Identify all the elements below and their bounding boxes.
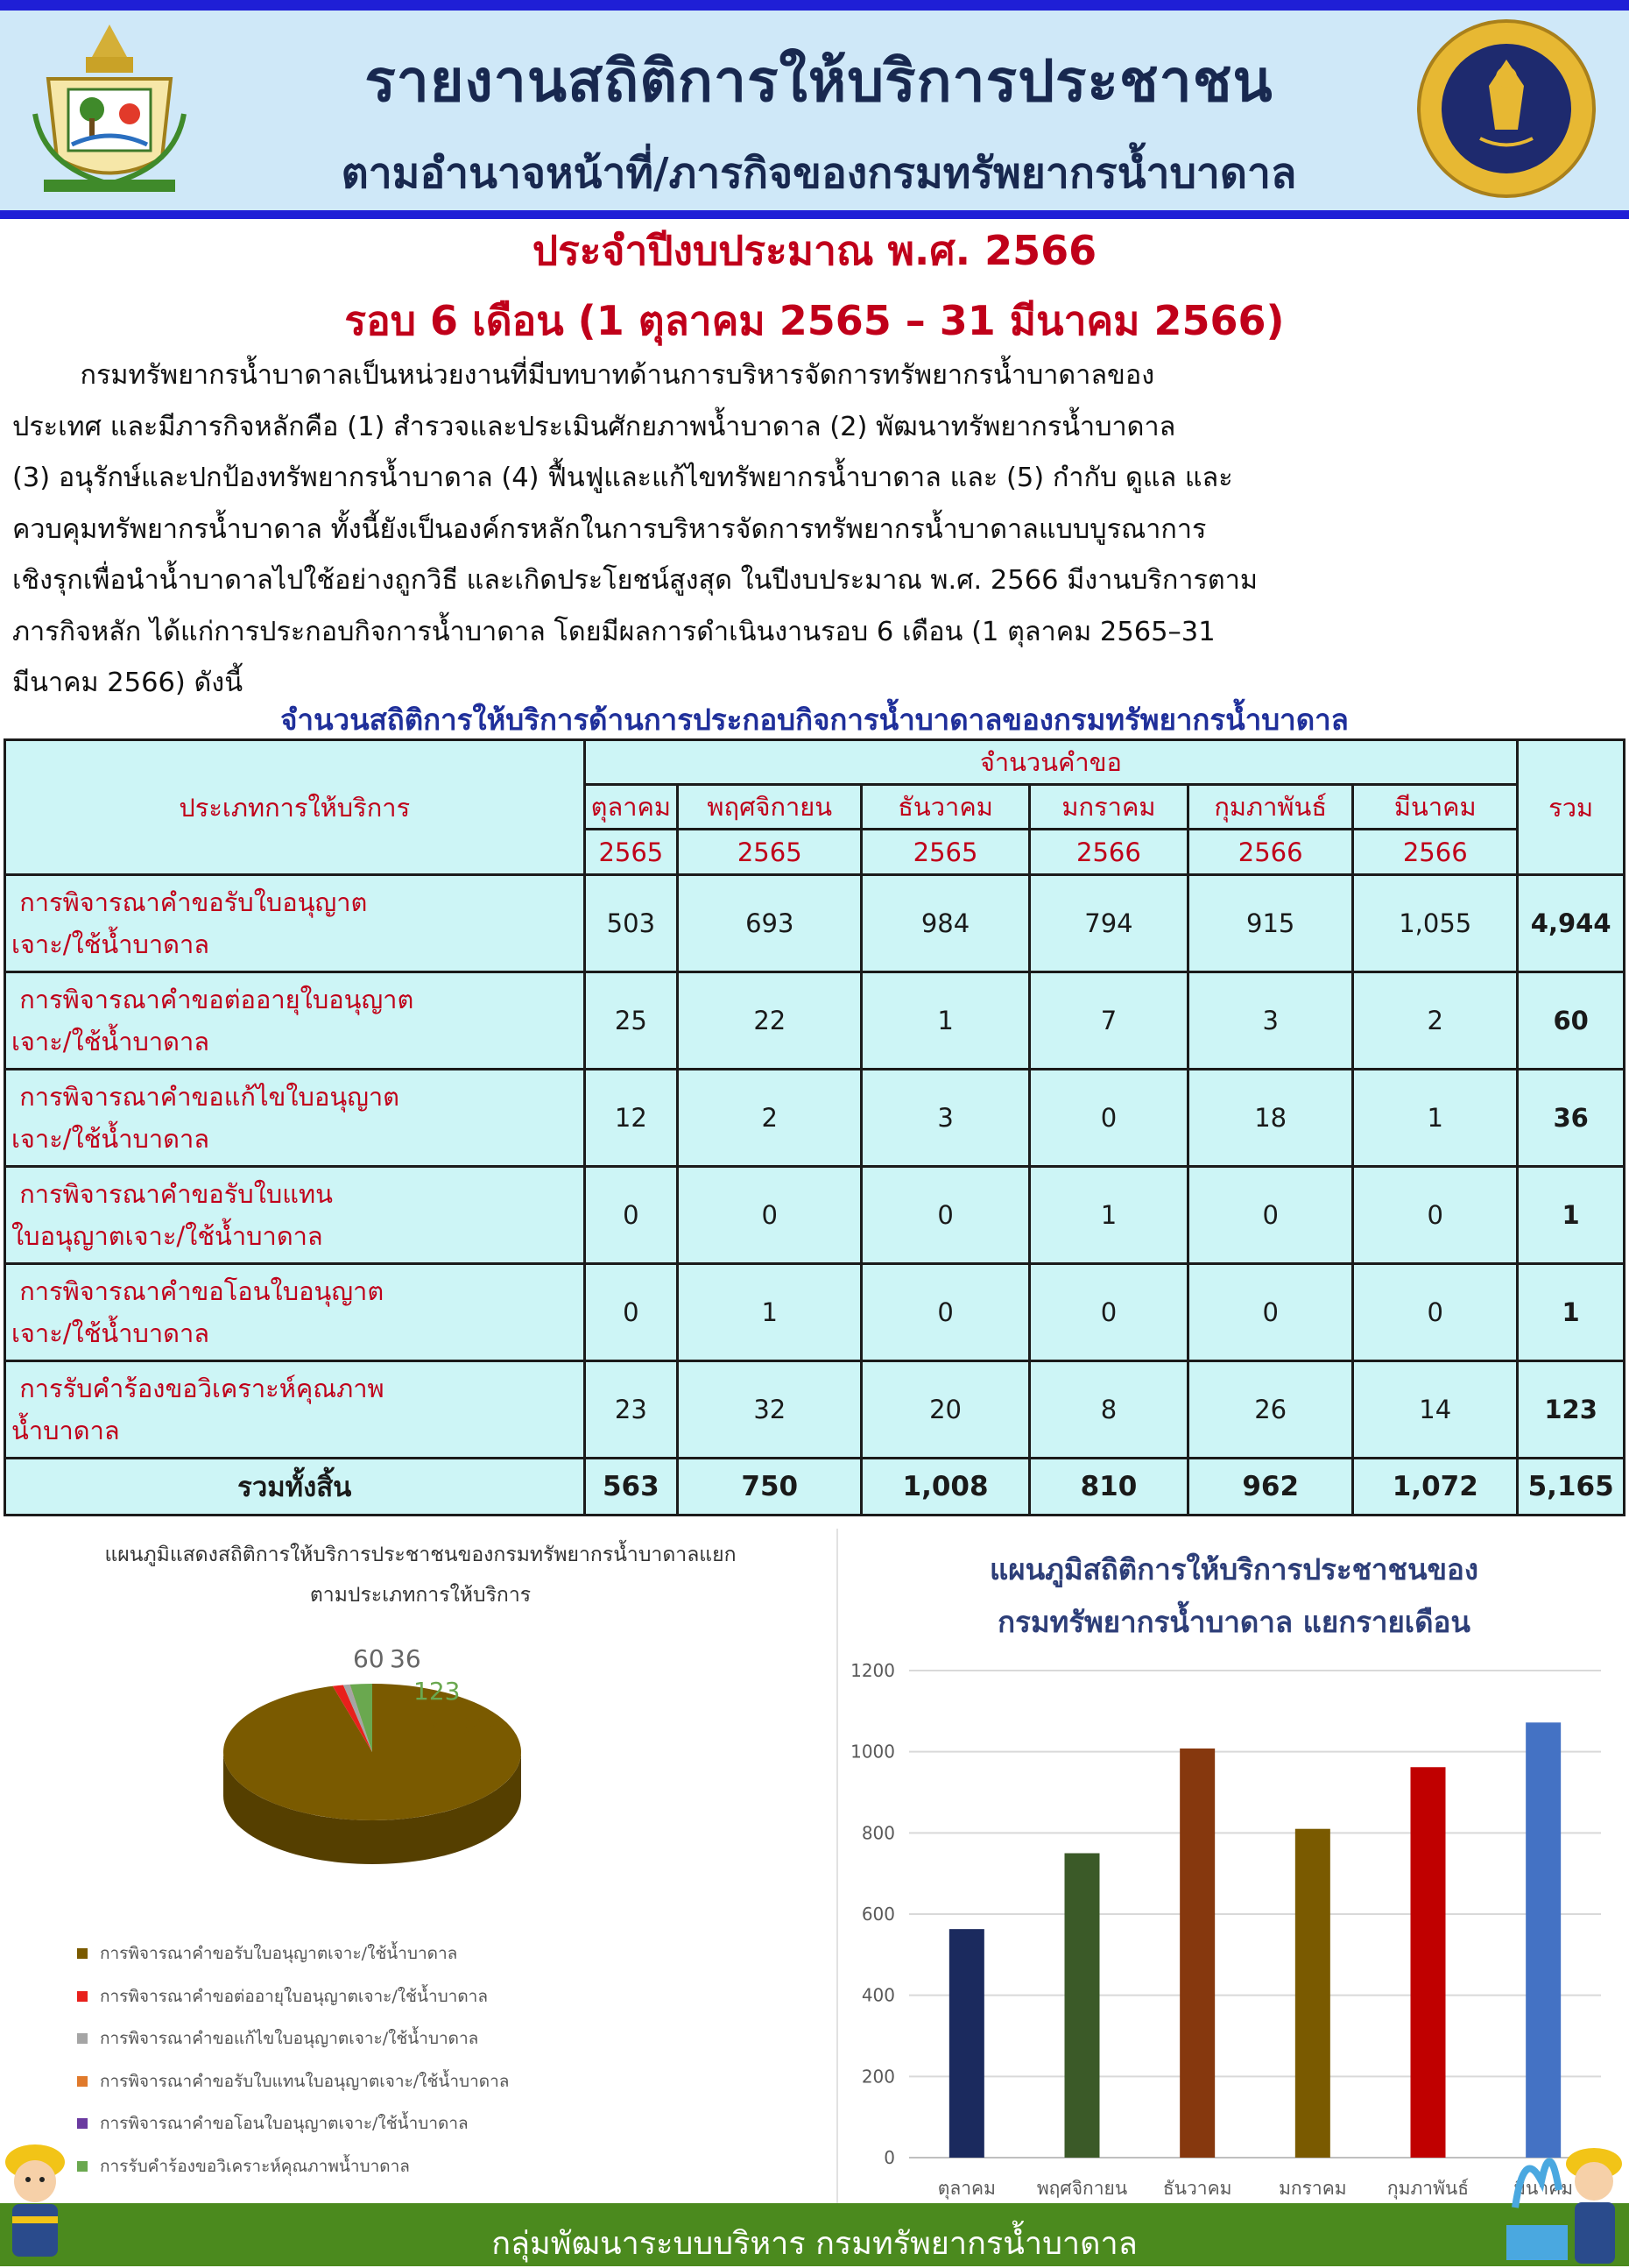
bar xyxy=(1065,1854,1100,2158)
pie-title-line: แผนภูมิแสดงสถิติการให้บริการประชาชนของกรมทรัพยากรน้ำบาดาลแยก xyxy=(104,1544,737,1566)
legend-swatch xyxy=(77,1991,88,2002)
value-cell: 18 xyxy=(1188,1070,1353,1167)
bar-chart-title xyxy=(839,1544,1629,1649)
value-cell: 7 xyxy=(1029,972,1188,1070)
legend-swatch xyxy=(77,2076,88,2087)
intro-line: กรมทรัพยากรน้ำบาดาลเป็นหน่วยงานที่มีบทบาทด้านการบริหารจัดการทรัพยากรน้ำบาดาลของ xyxy=(12,360,1155,391)
table-row xyxy=(5,1167,1625,1264)
service-name-line: การพิจารณาคำขอรับใบแทน xyxy=(11,1179,333,1209)
value-cell: 0 xyxy=(678,1167,862,1264)
value-cell: 22 xyxy=(678,972,862,1070)
legend-item xyxy=(77,1985,603,2028)
x-tick-label: มีนาคม xyxy=(1513,2178,1574,2199)
value-cell: 794 xyxy=(1029,875,1188,972)
legend-item xyxy=(77,2027,603,2070)
service-name-line: การพิจารณาคำขอรับใบอนุญาต xyxy=(11,887,368,917)
pie-data-label: 123 xyxy=(413,1677,461,1706)
statistics-table xyxy=(4,738,1625,1516)
sum-cell: 1,072 xyxy=(1353,1459,1518,1516)
intro-paragraph xyxy=(12,350,1617,710)
value-cell: 2 xyxy=(678,1070,862,1167)
service-name-line: เจาะ/ใช้น้ำบาดาล xyxy=(11,929,210,959)
worker-mascot-icon xyxy=(0,2137,70,2266)
intro-line: ควบคุมทรัพยากรน้ำบาดาล ทั้งนี้ยังเป็นองค์กรหลักในการบริหารจัดการทรัพยากรน้ำบาดาลแบบบูรณาการ xyxy=(12,513,1207,545)
pie-data-label: 36 xyxy=(390,1644,421,1673)
value-cell: 3 xyxy=(862,1070,1029,1167)
ministry-emblem-icon xyxy=(18,18,201,201)
header-service-type: ประเภทการให้บริการ xyxy=(5,740,585,875)
row-total-cell: 123 xyxy=(1518,1361,1625,1459)
legend-item xyxy=(77,2070,603,2113)
sum-total: 5,165 xyxy=(1518,1459,1625,1516)
year-header: 2565 xyxy=(584,830,678,875)
y-tick-label: 800 xyxy=(861,1822,895,1844)
page-title: รายงานสถิติการให้บริการประชาชน xyxy=(364,47,1273,115)
value-cell: 1,055 xyxy=(1353,875,1518,972)
pie-chart-title xyxy=(53,1535,788,1615)
value-cell: 693 xyxy=(678,875,862,972)
legend-label: การพิจารณาคำขอแก้ไขใบอนุญาตเจาะ/ใช้น้ำบาดาล xyxy=(100,2029,479,2048)
value-cell: 1 xyxy=(678,1264,862,1361)
row-total-cell: 4,944 xyxy=(1518,875,1625,972)
legend-label: การรับคำร้องขอวิเคราะห์คุณภาพน้ำบาดาล xyxy=(100,2156,410,2176)
bar xyxy=(1295,1829,1330,2158)
service-type-cell xyxy=(5,972,585,1070)
legend-label: การพิจารณาคำขอรับใบอนุญาตเจาะ/ใช้น้ำบาดาล xyxy=(100,1944,458,1963)
value-cell: 0 xyxy=(862,1264,1029,1361)
service-type-cell xyxy=(5,1264,585,1361)
value-cell: 32 xyxy=(678,1361,862,1459)
legend-item xyxy=(77,2112,603,2155)
value-cell: 0 xyxy=(1029,1070,1188,1167)
sum-cell: 750 xyxy=(678,1459,862,1516)
legend-label: การพิจารณาคำขอต่ออายุใบอนุญาตเจาะ/ใช้น้ำบาดาล xyxy=(100,1986,488,2006)
year-header: 2566 xyxy=(1353,830,1518,875)
sum-cell: 962 xyxy=(1188,1459,1353,1516)
legend-swatch xyxy=(77,2118,88,2129)
bar-title-line: แผนภูมิสถิติการให้บริการประชาชนของ xyxy=(989,1552,1478,1586)
value-cell: 0 xyxy=(1353,1264,1518,1361)
service-type-cell xyxy=(5,875,585,972)
header-request-count: จำนวนคำขอ xyxy=(584,740,1518,785)
intro-line: มีนาคม 2566) ดังนี้ xyxy=(12,668,243,698)
table-row xyxy=(5,1361,1625,1459)
service-name-line: เจาะ/ใช้น้ำบาดาล xyxy=(11,1318,210,1348)
month-header: กุมภาพันธ์ xyxy=(1188,785,1353,830)
legend-item xyxy=(77,1942,603,1985)
bar xyxy=(1411,1767,1446,2158)
value-cell: 8 xyxy=(1029,1361,1188,1459)
value-cell: 915 xyxy=(1188,875,1353,972)
pie-chart xyxy=(0,1638,836,1927)
value-cell: 26 xyxy=(1188,1361,1353,1459)
page-subtitle: ตามอำนาจหน้าที่/ภารกิจของกรมทรัพยากรน้ำบาดาล xyxy=(341,149,1297,198)
x-tick-label: มกราคม xyxy=(1279,2178,1347,2199)
service-type-cell xyxy=(5,1167,585,1264)
month-header: ตุลาคม xyxy=(584,785,678,830)
row-total-cell: 1 xyxy=(1518,1264,1625,1361)
year-header: 2565 xyxy=(862,830,1029,875)
table-row xyxy=(5,1070,1625,1167)
service-name-line: น้ำบาดาล xyxy=(11,1416,120,1445)
table-row xyxy=(5,1264,1625,1361)
x-tick-label: ธันวาคม xyxy=(1162,2178,1232,2199)
bar xyxy=(1180,1749,1215,2158)
department-of-groundwater-resources-seal-icon xyxy=(1406,16,1607,201)
service-name-line: การพิจารณาคำขอต่ออายุใบอนุญาต xyxy=(11,985,414,1014)
intro-line: (3) อนุรักษ์และปกป้องทรัพยากรน้ำบาดาล (4) ฟื้นฟูและแก้ไขทรัพยากรน้ำบาดาล และ (5) กำกับ ดูแล และ xyxy=(12,463,1233,493)
service-name-line: การพิจารณาคำขอโอนใบอนุญาต xyxy=(11,1276,384,1306)
header-total: รวม xyxy=(1518,740,1625,875)
table-row xyxy=(5,875,1625,972)
service-type-cell xyxy=(5,1070,585,1167)
row-total-cell: 60 xyxy=(1518,972,1625,1070)
table-title: จำนวนสถิติการให้บริการด้านการประกอบกิจการน้ำบาดาลของกรมทรัพยากรน้ำบาดาล xyxy=(280,703,1349,737)
value-cell: 20 xyxy=(862,1361,1029,1459)
sum-cell: 1,008 xyxy=(862,1459,1029,1516)
service-name-line: เจาะ/ใช้น้ำบาดาล xyxy=(11,1027,210,1056)
table-row xyxy=(5,972,1625,1070)
row-total-cell: 36 xyxy=(1518,1070,1625,1167)
value-cell: 0 xyxy=(584,1167,678,1264)
pie-data-label: 4,944 xyxy=(429,1713,504,1743)
bar-chart xyxy=(839,1651,1629,2203)
water-drilling-mascot-icon xyxy=(1489,2129,1629,2266)
row-total-cell: 1 xyxy=(1518,1167,1625,1264)
footer-text: กลุ่มพัฒนาระบบบริหาร กรมทรัพยากรน้ำบาดาล xyxy=(491,2226,1138,2262)
value-cell: 25 xyxy=(584,972,678,1070)
year-header: 2565 xyxy=(678,830,862,875)
value-cell: 1 xyxy=(1353,1070,1518,1167)
legend-swatch xyxy=(77,2033,88,2044)
value-cell: 0 xyxy=(1353,1167,1518,1264)
month-header: มีนาคม xyxy=(1353,785,1518,830)
service-name-line: การพิจารณาคำขอแก้ไขใบอนุญาต xyxy=(11,1082,400,1112)
legend-swatch xyxy=(77,2161,88,2172)
y-tick-label: 0 xyxy=(884,2147,895,2168)
intro-line: ประเทศ และมีภารกิจหลักคือ (1) สำรวจและประเมินศักยภาพน้ำบาดาล (2) พัฒนาทรัพยากรน้ำบาดาล xyxy=(12,411,1176,442)
value-cell: 2 xyxy=(1353,972,1518,1070)
year-header: 2566 xyxy=(1188,830,1353,875)
sum-row xyxy=(5,1459,1625,1516)
sum-cell: 563 xyxy=(584,1459,678,1516)
fiscal-year-heading: ประจำปีงบประมาณ พ.ศ. 2566 xyxy=(532,227,1097,274)
value-cell: 1 xyxy=(1029,1167,1188,1264)
legend-swatch xyxy=(77,1948,88,1959)
value-cell: 3 xyxy=(1188,972,1353,1070)
y-tick-label: 200 xyxy=(861,2066,895,2088)
y-tick-label: 600 xyxy=(861,1904,895,1925)
value-cell: 0 xyxy=(1029,1264,1188,1361)
legend-label: การพิจารณาคำขอรับใบแทนใบอนุญาตเจาะ/ใช้น้ำบาดาล xyxy=(100,2071,510,2091)
pie-data-label: 60 xyxy=(353,1644,384,1673)
month-header: ธันวาคม xyxy=(862,785,1029,830)
pie-legend xyxy=(77,1942,603,2197)
legend-item xyxy=(77,2155,603,2198)
intro-line: ภารกิจหลัก ได้แก่การประกอบกิจการน้ำบาดาล โดยมีผลการดำเนินงานรอบ 6 เดือน (1 ตุลาคม 2565–31 xyxy=(12,616,1216,647)
value-cell: 984 xyxy=(862,875,1029,972)
y-tick-label: 1200 xyxy=(850,1660,895,1681)
pie-title-line: ตามประเภทการให้บริการ xyxy=(309,1584,532,1607)
month-header: พฤศจิกายน xyxy=(678,785,862,830)
top-accent-bar xyxy=(0,0,1629,11)
y-tick-label: 400 xyxy=(861,1984,895,2006)
sum-cell: 810 xyxy=(1029,1459,1188,1516)
value-cell: 0 xyxy=(1188,1264,1353,1361)
value-cell: 23 xyxy=(584,1361,678,1459)
value-cell: 503 xyxy=(584,875,678,972)
bar xyxy=(949,1929,984,2158)
period-heading: รอบ 6 เดือน (1 ตุลาคม 2565 – 31 มีนาคม 2566) xyxy=(344,297,1285,344)
sum-label: รวมทั้งสิ้น xyxy=(5,1459,585,1516)
value-cell: 0 xyxy=(584,1264,678,1361)
y-tick-label: 1000 xyxy=(850,1741,895,1763)
month-header: มกราคม xyxy=(1029,785,1188,830)
value-cell: 1 xyxy=(862,972,1029,1070)
bar xyxy=(1526,1722,1561,2158)
value-cell: 0 xyxy=(1188,1167,1353,1264)
legend-label: การพิจารณาคำขอโอนใบอนุญาตเจาะ/ใช้น้ำบาดาล xyxy=(100,2114,469,2133)
intro-line: เชิงรุกเพื่อนำน้ำบาดาลไปใช้อย่างถูกวิธี และเกิดประโยชน์สูงสุด ในปีงบประมาณ พ.ศ. 2566 มีงานบริการตาม xyxy=(12,565,1258,596)
year-header: 2566 xyxy=(1029,830,1188,875)
x-tick-label: ตุลาคม xyxy=(937,2178,996,2199)
header-divider xyxy=(0,210,1629,219)
x-tick-label: กุมภาพันธ์ xyxy=(1386,2178,1470,2199)
value-cell: 12 xyxy=(584,1070,678,1167)
service-name-line: เจาะ/ใช้น้ำบาดาล xyxy=(11,1124,210,1154)
service-name-line: การรับคำร้องขอวิเคราะห์คุณภาพ xyxy=(11,1374,384,1403)
x-tick-label: พฤศจิกายน xyxy=(1036,2178,1128,2199)
service-name-line: ใบอนุญาตเจาะ/ใช้น้ำบาดาล xyxy=(11,1221,323,1251)
service-type-cell xyxy=(5,1361,585,1459)
bar-title-line: กรมทรัพยากรน้ำบาดาล แยกรายเดือน xyxy=(998,1605,1470,1639)
value-cell: 14 xyxy=(1353,1361,1518,1459)
value-cell: 0 xyxy=(862,1167,1029,1264)
